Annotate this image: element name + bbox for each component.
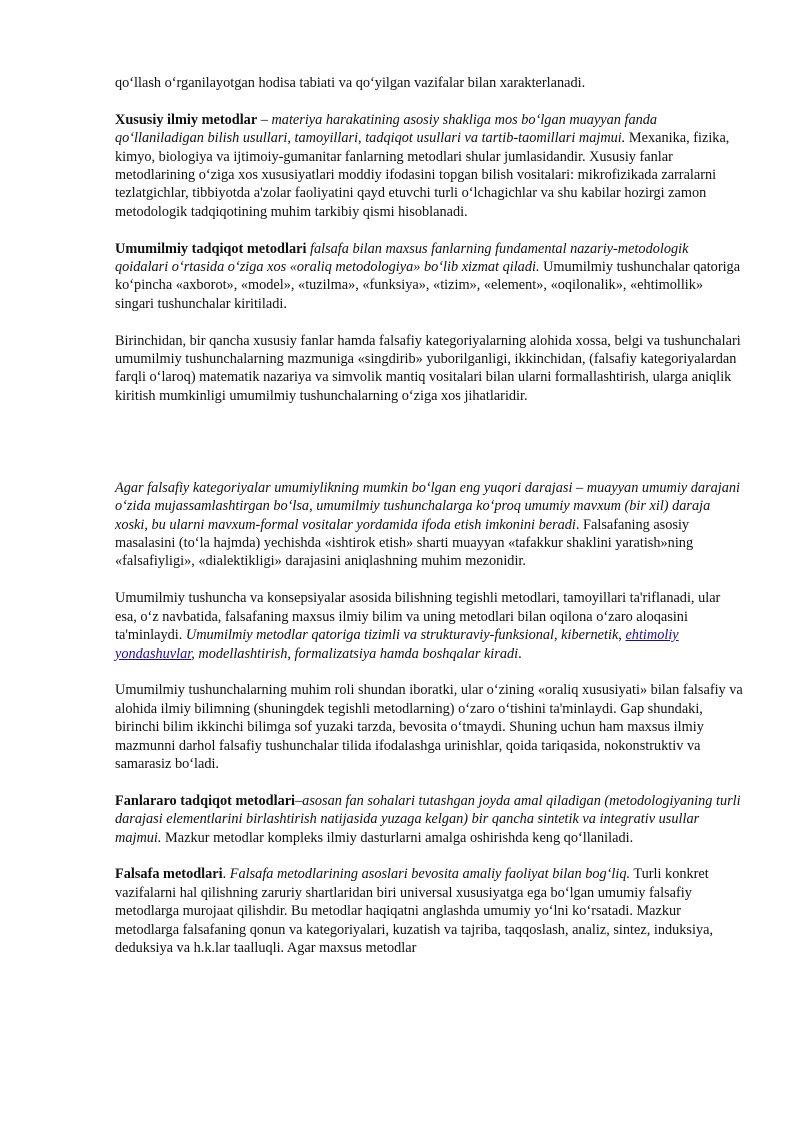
paragraph-intro: [115, 74, 745, 92]
paragraph-spacer: [115, 313, 745, 331]
paragraph-text: Umumilmiy tushuncha va konsepsiyalar asosida bilishning tegishli metodlari, tamoyillari ta'riflanadi, ular esa, o‘z navbatida, falsafaning maxsus ilmiy bilim va uning metodlari bilan oqilona o‘zaro aloqasini ta'minlaydi.: [115, 590, 721, 644]
emphasis-text: Umumilmiy metodlar qatoriga tizimli va strukturaviy-funksional, kibernetik,: [185, 627, 626, 644]
paragraph-text: . Falsafaning asosiy masalasini (to‘la hajmda) yechishda «ishtirok etish» sharti muayyan «tafakkur shaklini yaratish»ning «falsafiyligi», «dialektikligi» darajasini aniqlashning muhim mezonidir.: [115, 516, 694, 570]
paragraph-konsepsiyalar: [115, 589, 745, 663]
paragraph-spacer: [115, 92, 745, 110]
paragraph-text: Mazkur metodlar kompleks ilmiy dasturlarni amalga oshirishda keng qo‘llaniladi.: [161, 829, 634, 846]
paragraph-spacer: [115, 663, 745, 681]
document-page: [115, 74, 745, 957]
paragraph-text: Mexanika, fizika, kimyo, biologiya va ijtimoiy-gumanitar fanlarning metodlari shular jumlasidandir. Xususiy fanlar metodlarining o‘ziga xos xususiyatlari moddiy ifodasini topgan bilish vositalari: mikrofizikada zarralarni tezlatgichlar, tibbiyotda a'zolar faoliyatini qayd etuvchi turli o‘lchagichlar va shu kabilar hozirgi zamon metodologik tadqiqotining muhim tarkibiy qismi hisoblanadi.: [115, 130, 730, 220]
paragraph-falsafiy-kategoriyalar: [115, 479, 745, 571]
paragraph-fanlararo-metodlar: [115, 792, 745, 847]
paragraph-text: qo‘llash o‘rganilayotgan hodisa tabiati va qo‘yilgan vazifalar bilan xarakterlanadi.: [115, 75, 586, 91]
paragraph-xususiy-metodlar: [115, 111, 745, 221]
paragraph-text: –: [257, 111, 272, 128]
definition-text: falsafa bilan maxsus fanlarning fundamental nazariy-metodologik qoidalari o‘rtasida o‘ziga xos «oraliq metodologiya» bo‘lib xizmat qiladi.: [115, 240, 689, 276]
definition-text: materiya harakatining asosiy shakliga mos bo‘lgan muayyan fanda qo‘llaniladigan bilish usullari, tamoyillari, tadqiqot usullari va tartib-taomillari majmui.: [115, 111, 658, 147]
ehtimoliy-yondashuvlar-link[interactable]: ehtimoliy yondashuvlar: [115, 627, 679, 662]
paragraph-text: Birinchidan, bir qancha xususiy fanlar hamda falsafiy kategoriyalarning alohida xossa, belgi va tushunchalari umumilmiy tushunchalarning mazmuniga «singdirib» yuborilganligi, ikkinchidan, (falsafiy kategoriyalardan farqli o‘laroq) matematik nazariya va simvolik mantiq vositalari bilan ularni formallashtirish, ularga aniqlik kiritish mumkinligi umumilmiy tushunchalarning o‘ziga xos jihatlaridir.: [115, 332, 741, 404]
paragraph-muhim-roli: [115, 681, 745, 773]
paragraph-birinchidan: [115, 332, 745, 406]
emphasis-text: , modellashtirish, formalizatsiya hamda boshqalar kiradi: [191, 645, 519, 662]
definition-text: –asosan fan sohalari tutashgan joyda amal qiladigan (metodologiyaning turli darajasi elementlarini birlashtirish natijasida yuzaga kelgan) bir qancha sintetik va integrativ usullar majmui.: [115, 792, 741, 846]
paragraph-umumilmiy-metodlar: [115, 240, 745, 314]
definition-text: Falsafa metodlarining asoslari bevosita amaliy faoliyat bilan bog‘liq.: [229, 866, 631, 883]
section-term: Umumilmiy tadqiqot metodlari: [115, 240, 307, 257]
paragraph-text: .: [518, 645, 522, 662]
paragraph-spacer: [115, 405, 745, 479]
paragraph-spacer: [115, 221, 745, 239]
paragraph-text: Umumilmiy tushunchalarning muhim roli shundan iboratki, ular o‘zining «oraliq xususiyati» bilan falsafiy va alohida ilmiy bilimning (shuningdek tegishli metodlarning) o‘zaro o‘tishini ta'minlaydi. Gap shundaki, birinchi bilim ikkinchi bilimga sof yuzaki tarzda, bevosita o‘tmaydi. Shuning uchun ham maxsus ilmiy mazmunni darhol falsafiy tushunchalar tilida ifodalashga urinishlar, qoida tariqasida, nokonstruktiv va samarasiz bo‘ladi.: [115, 682, 743, 772]
paragraph-spacer: [115, 571, 745, 589]
paragraph-text: .: [222, 866, 230, 883]
paragraph-falsafa-metodlari: [115, 865, 745, 957]
paragraph-spacer: [115, 847, 745, 865]
paragraph-spacer: [115, 773, 745, 791]
section-term: Falsafa metodlari: [115, 866, 223, 883]
section-term: Fanlararo tadqiqot metodlari: [115, 792, 296, 809]
emphasis-text: Agar falsafiy kategoriyalar umumiylikning mumkin bo‘lgan eng yuqori darajasi – muayyan umumiy darajani o‘zida mujassamlashtirgan bo‘lsa, umumilmiy tushunchalarga ko‘proq umumiy mavxum (bir xil) daraja xoski, bu ularni mavxum-formal vositalar yordamida ifoda etish imkonini beradi: [115, 479, 741, 533]
paragraph-text: Umumilmiy tushunchalar qatoriga ko‘pincha «axborot», «model», «tuzilma», «funksiya», «tizim», «element», «oqilonalik», «ehtimollik» singari tushunchalar kiritiladi.: [115, 259, 741, 312]
paragraph-text: Turli konkret vazifalarni hal qilishning zaruriy shartlaridan biri universal xususiyatga ega bo‘lgan umumiy falsafiy metodlarga murojaat qilishdir. Bu metodlar haqiqatni anglashda umumiy yo‘lni ko‘rsatadi. Mazkur metodlarga falsafaning qonun va kategoriyalari, kuzatish va tajriba, taqqoslash, analiz, sintez, induksiya, deduksiya va h.k.lar taalluqli. Agar maxsus metodlar: [115, 866, 714, 956]
section-term: Xususiy ilmiy metodlar: [115, 111, 258, 128]
